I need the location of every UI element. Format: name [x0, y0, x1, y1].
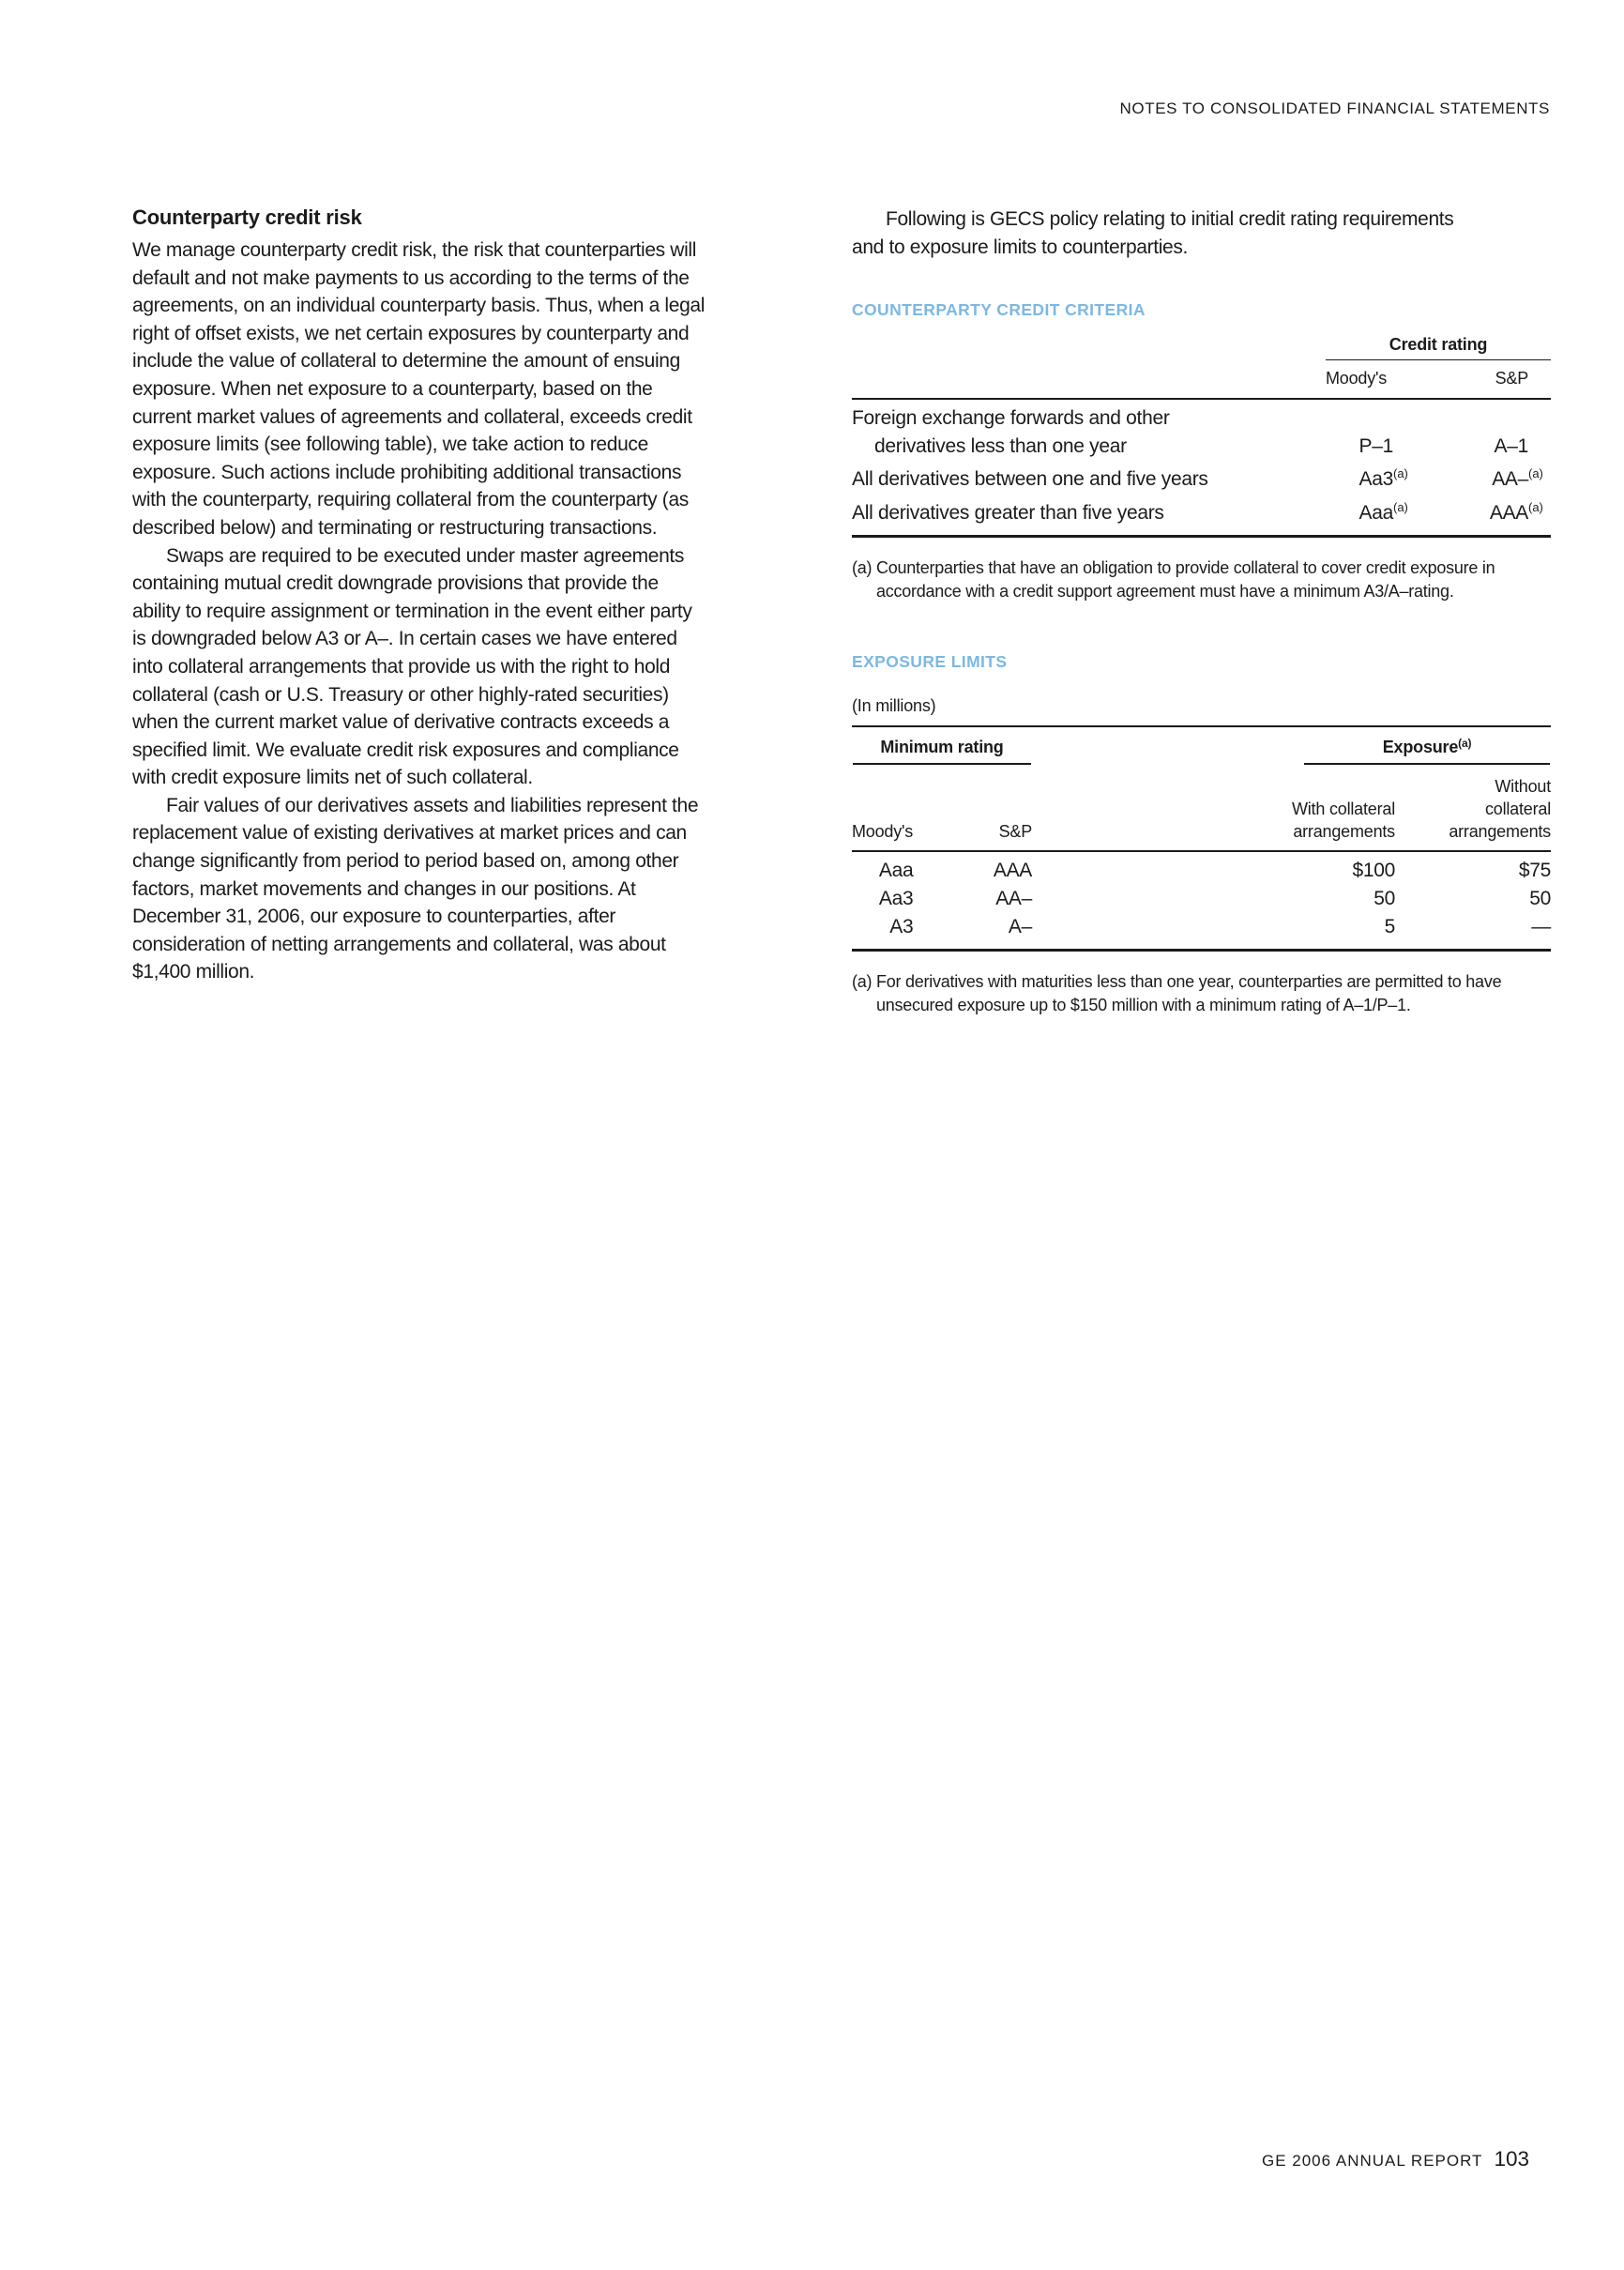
- footnote-ref: (a): [1458, 737, 1472, 751]
- units-note: (In millions): [852, 696, 936, 716]
- table-row: [852, 399, 1551, 460]
- paragraph: We manage counterparty credit risk, the risk that counterparties will default and not make payments to us according to the terms of the agreements, on an individual counterparty basis. Thus, when a legal right of offset exists, we net certain exposures by counterparty and include the value of collateral to determine the amount of ensuing exposure. When net exposure to a counterparty, based on the current market values of agreements and collateral, exceeds credit exposure limits (see following table), we take action to reduce exposure. Such actions include prohibiting additional transactions with the counterparty, requiring collateral from the counterparty (as described below) and terminating or restructuring transactions.: [132, 239, 706, 539]
- table-header-row: [852, 766, 1551, 851]
- row-label-cell: [852, 494, 1326, 537]
- row-label-line2: derivatives less than one year: [874, 434, 1127, 457]
- counterparty-credit-criteria-table: [852, 335, 1551, 538]
- column-header-without-collateral: [1395, 766, 1551, 851]
- row-label: All derivatives greater than five years: [852, 501, 1164, 524]
- header-line: arrangements: [1449, 822, 1551, 842]
- moodys-value: Aa3: [1358, 468, 1393, 491]
- paragraph: Fair values of our derivatives assets and liabilities represent the replacement value of existing derivatives at market prices and can change significantly from period to period based on, among other factors, market movements and changes in our positions. At December 31, 2006, our exposure to counterparties, after consideration of netting arrangements and collateral, was about $1,400 million.: [132, 794, 699, 983]
- moodys-value-cell: [1326, 399, 1393, 460]
- sp-rating-cell: AAA: [993, 860, 1032, 882]
- sp-rating-cell: A–: [913, 913, 1032, 951]
- moodys-value-cell: Aaa(a): [1326, 494, 1393, 537]
- sp-value: AAA: [1489, 501, 1528, 524]
- footnote-marker: (a): [852, 558, 873, 578]
- exposure-limits-table: [852, 725, 1551, 952]
- header-line: arrangements: [1293, 822, 1395, 842]
- paragraph: Swaps are required to be executed under master agreements containing mutual credit downgrade provisions that provide the ability to require assignment or termination in the event either party is downgraded below A3 or A–. In certain cases we have entered into collateral arrangements that provide us with the right to hold collateral (cash or U.S. Treasury or other highly-rated securities) when the current market value of derivative contracts exceeds a specified limit. We evaluate credit risk exposures and compliance with credit exposure limits net of such collateral.: [132, 544, 692, 789]
- exposure-group-cell: [1032, 726, 1551, 766]
- with-collateral-value-cell: $100: [1352, 860, 1395, 882]
- footnote-text: For derivatives with maturities less than one year, counterparties are permitted to have unsecured exposure up to $150 million with a minimum rating of A–1/P–1.: [876, 972, 1502, 1015]
- without-collateral-value-cell: 50: [1529, 888, 1551, 910]
- header-line: With collateral: [1291, 800, 1395, 819]
- table-span-header-row: [852, 335, 1551, 360]
- row-label: Foreign exchange forwards and other: [852, 407, 1170, 430]
- left-column: [132, 206, 706, 986]
- row-label-cell: [852, 399, 1326, 460]
- header-line: Without: [1495, 777, 1551, 797]
- minimum-rating-group-header: Minimum rating: [853, 729, 1031, 765]
- moodys-rating-cell: Aaa: [878, 860, 914, 882]
- section-title-counterparty-credit-risk: Counterparty credit risk: [132, 206, 362, 229]
- with-collateral-value-cell: 5: [1032, 913, 1395, 951]
- column-header-sp: S&P: [913, 766, 1032, 851]
- page-footer: [1262, 2147, 1529, 2171]
- exposure-group-label: Exposure: [1382, 738, 1459, 757]
- sp-value-cell: [1393, 399, 1551, 460]
- sp-value: A–1: [1494, 434, 1528, 457]
- with-collateral-value-cell: 50: [1374, 888, 1395, 910]
- empty-cell: [852, 360, 1326, 400]
- sp-value: AA–: [1492, 468, 1528, 491]
- heading-exposure-limits: EXPOSURE LIMITS: [852, 652, 1008, 672]
- moodys-value-cell: Aa3(a): [1358, 466, 1408, 491]
- sp-value-cell: AA–(a): [1492, 466, 1543, 491]
- table-row: [852, 913, 1551, 951]
- intro-paragraph: Following is GECS policy relating to initial credit rating requirements and to exposure limits to counterparties.: [852, 208, 1454, 258]
- moodys-value: P–1: [1358, 434, 1393, 457]
- table-header-row: [852, 360, 1551, 400]
- table-footnote: [852, 970, 1551, 1017]
- credit-rating-group-header: Credit rating: [1326, 335, 1551, 360]
- moodys-value: Aaa: [1358, 501, 1393, 524]
- table-row: [852, 885, 1551, 913]
- empty-cell: [852, 335, 1326, 360]
- page-number: 103: [1494, 2147, 1529, 2171]
- minimum-rating-group-cell: [852, 726, 1032, 766]
- row-label: All derivatives between one and five years: [852, 468, 1208, 491]
- table-row: [852, 851, 1551, 885]
- footnote-marker: (a): [852, 972, 873, 992]
- row-label-cell: [852, 460, 1326, 494]
- column-header-with-collateral: [1032, 766, 1395, 851]
- sp-rating-cell: AA–: [995, 888, 1032, 910]
- column-header-moodys: Moody's: [852, 766, 913, 851]
- column-header-moodys: Moody's: [1326, 360, 1393, 400]
- column-header-sp: S&P: [1393, 360, 1551, 400]
- running-head: NOTES TO CONSOLIDATED FINANCIAL STATEMENTS: [1119, 99, 1550, 117]
- without-collateral-value-cell: —: [1395, 913, 1551, 951]
- right-column: [852, 206, 1551, 1017]
- footnote-text: Counterparties that have an obligation to provide collateral to cover credit exposure in accordance with a credit support agreement must have a minimum A3/A–rating.: [876, 558, 1495, 602]
- table-row: [852, 494, 1551, 537]
- sp-value-cell: AAA(a): [1393, 494, 1551, 537]
- moodys-rating-cell: A3: [852, 913, 913, 951]
- table-row: [852, 460, 1551, 494]
- table-span-header-row: [852, 726, 1551, 766]
- report-label: GE 2006 ANNUAL REPORT: [1261, 2152, 1483, 2170]
- moodys-rating-cell: Aa3: [878, 888, 914, 910]
- header-line: collateral: [1484, 800, 1551, 819]
- heading-counterparty-credit-criteria: COUNTERPARTY CREDIT CRITERIA: [852, 300, 1146, 320]
- table-footnote: [852, 556, 1551, 603]
- exposure-group-header: [1304, 728, 1550, 765]
- without-collateral-value-cell: $75: [1518, 860, 1551, 882]
